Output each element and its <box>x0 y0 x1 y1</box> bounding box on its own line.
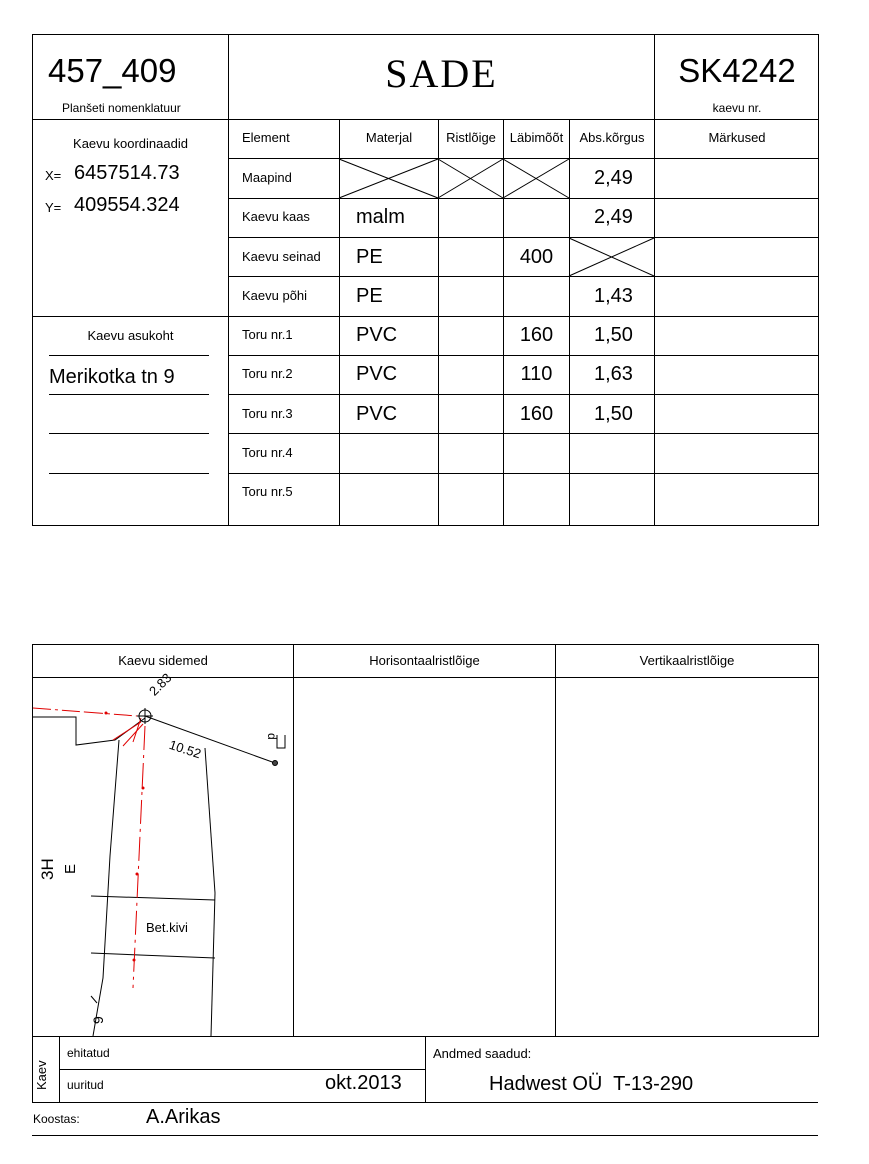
column-header-cross-section: Ristlõige <box>446 130 496 145</box>
cell-material: PVC <box>356 403 398 425</box>
cell-element: Kaevu põhi <box>242 288 308 303</box>
well-number: SK4242 <box>678 52 796 89</box>
column-header-element: Element <box>242 130 290 145</box>
column-header-notes: Märkused <box>708 130 766 145</box>
coordinates-title: Kaevu koordinaadid <box>73 136 188 151</box>
location-address: Merikotka tn 9 <box>49 366 175 388</box>
cell-material: PE <box>356 246 383 268</box>
cell-element: Toru nr.2 <box>242 366 293 381</box>
cell-element: Toru nr.3 <box>242 406 293 421</box>
cell-material: PVC <box>356 324 398 346</box>
cell-abs-height: 1,50 <box>594 324 633 346</box>
data-source-value: Hadwest OÜ T-13-290 <box>489 1073 694 1095</box>
column-header-material: Materjal <box>365 130 413 145</box>
cell-element: Toru nr.5 <box>242 484 293 499</box>
y-coordinate-value: 409554.324 <box>74 194 180 216</box>
cell-element: Toru nr.1 <box>242 327 293 342</box>
cell-diameter: 110 <box>520 363 553 385</box>
surveyed-date: okt.2013 <box>325 1072 402 1094</box>
section-vertical-title: Vertikaalristlõige <box>639 653 735 668</box>
section-horizontal-title: Horisontaalristlõige <box>369 653 480 668</box>
y-coordinate-label: Y= <box>45 200 62 215</box>
cell-abs-height: 1,50 <box>594 403 633 425</box>
compiled-by-name: A.Arikas <box>146 1106 221 1128</box>
building-label: 3H <box>38 858 57 880</box>
map-sheet-label: Planšeti nomenklatuur <box>62 101 181 115</box>
location-title: Kaevu asukoht <box>87 328 174 343</box>
cell-element: Kaevu seinad <box>242 249 321 264</box>
well-vertical-label: Kaev <box>34 1060 49 1090</box>
data-source-label: Andmed saadud: <box>433 1046 532 1061</box>
x-coordinate-value: 6457514.73 <box>74 162 180 184</box>
well-number-label: kaevu nr. <box>712 101 762 115</box>
building-sub-label: E <box>62 863 79 874</box>
column-header-abs-height: Abs.kõrgus <box>579 130 645 145</box>
built-label: ehitatud <box>67 1046 110 1060</box>
hydrant-label: d <box>265 733 279 740</box>
map-sheet-number: 457_409 <box>48 52 177 89</box>
cell-material: PE <box>356 285 383 307</box>
distance-label-2: 10.52 <box>167 737 203 762</box>
cell-diameter: 160 <box>519 403 554 425</box>
distance-label-1: 2.83 <box>146 670 175 699</box>
cell-diameter: 400 <box>519 246 554 268</box>
cell-element: Kaevu kaas <box>242 209 310 224</box>
surveyed-label: uuritud <box>67 1078 104 1092</box>
cell-material: PVC <box>356 363 398 385</box>
paving-label: Bet.kivi <box>146 920 188 935</box>
column-header-diameter: Läbimõõt <box>509 130 564 145</box>
x-coordinate-label: X= <box>45 168 62 183</box>
cell-material: malm <box>356 206 405 228</box>
cell-abs-height: 2,49 <box>594 206 633 228</box>
cell-element: Maapind <box>242 170 292 185</box>
network-type-title: SADE <box>385 51 498 96</box>
building-outline-left <box>93 740 119 1036</box>
house-number-label: 9 <box>90 1016 106 1024</box>
connections-sketch <box>33 678 293 1036</box>
cell-abs-height: 2,49 <box>594 167 633 189</box>
compiled-by-label: Koostas: <box>33 1112 80 1126</box>
cell-abs-height: 1,63 <box>594 363 633 385</box>
cell-abs-height: 1,43 <box>594 285 633 307</box>
cell-diameter: 160 <box>519 324 554 346</box>
section-connections-title: Kaevu sidemed <box>118 653 208 668</box>
cell-element: Toru nr.4 <box>242 445 293 460</box>
